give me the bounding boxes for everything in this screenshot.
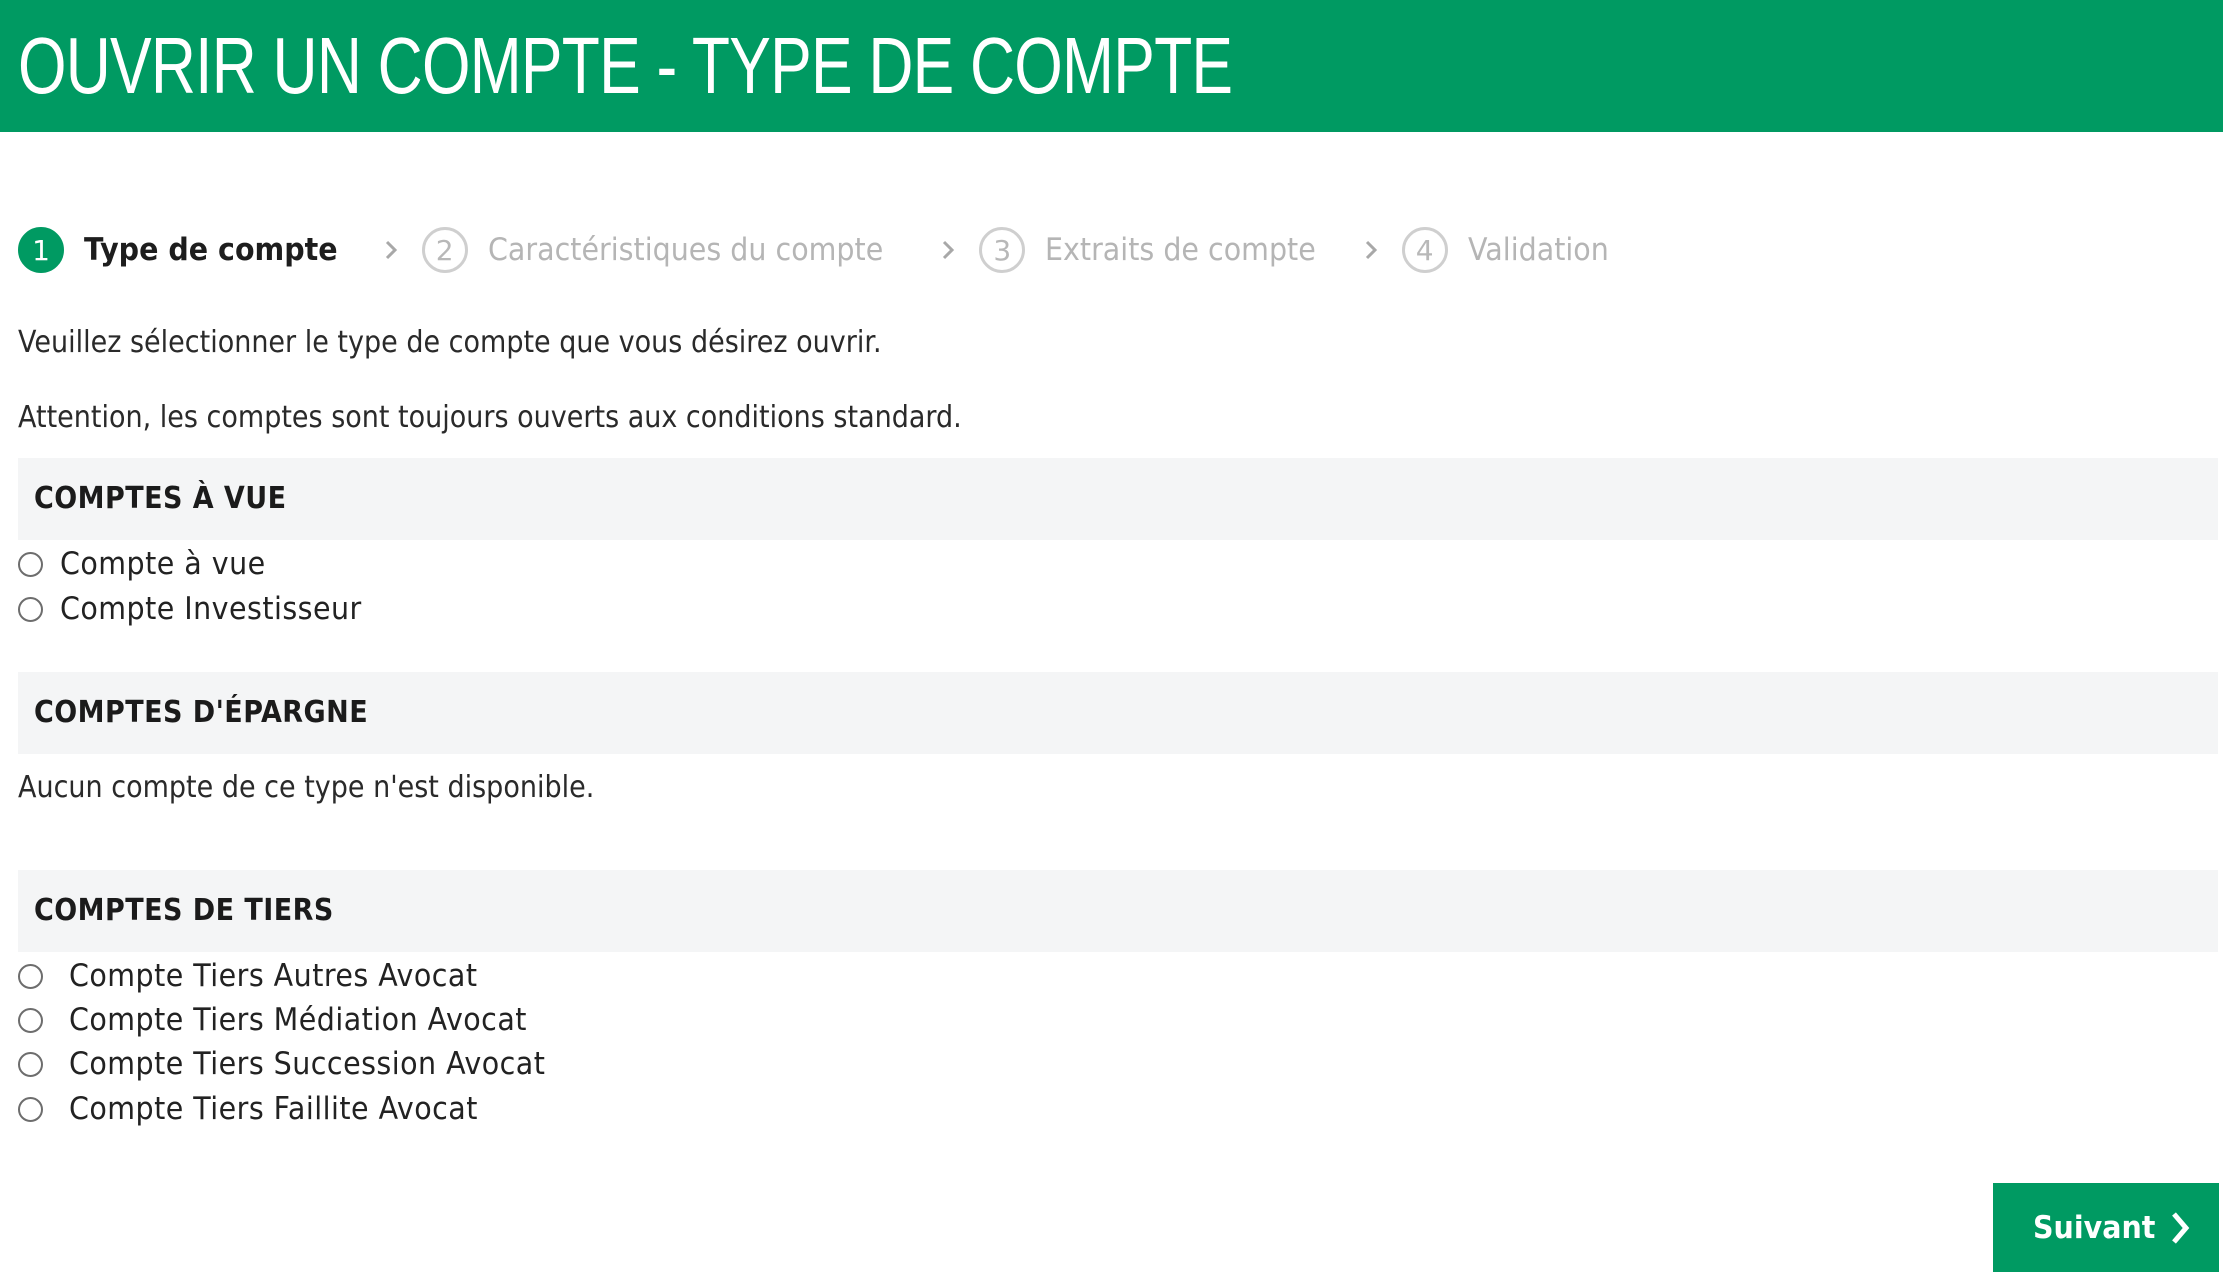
option-compte-tiers-mediation[interactable]	[18, 998, 567, 1042]
intro-text: Veuillez sélectionner le type de compte que vous désirez ouvrir.	[18, 325, 882, 360]
radio-button[interactable]	[18, 552, 43, 577]
section-title: COMPTES À VUE	[34, 481, 287, 516]
chevron-right-icon	[1348, 239, 1394, 261]
step-1-label: Type de compte	[84, 232, 338, 268]
page-header	[0, 0, 2223, 132]
option-compte-a-vue[interactable]	[18, 542, 283, 586]
option-compte-tiers-autres[interactable]	[18, 954, 513, 998]
step-2-label: Caractéristiques du compte	[487, 232, 883, 268]
page-title: OUVRIR UN COMPTE - TYPE DE COMPTE	[18, 21, 1233, 110]
step-3-number: 3	[979, 227, 1025, 273]
option-compte-tiers-succession[interactable]	[18, 1042, 587, 1086]
empty-message: Aucun compte de ce type n'est disponible.	[18, 770, 595, 805]
step-4-number: 4	[1402, 227, 1448, 273]
radio-button[interactable]	[18, 1052, 43, 1077]
option-label: Compte Investisseur	[60, 591, 362, 627]
warning-text: Attention, les comptes sont toujours ouverts aux conditions standard.	[18, 400, 962, 435]
step-1-number: 1	[18, 227, 64, 273]
option-label: Compte Tiers Succession Avocat	[69, 1046, 546, 1082]
progress-stepper	[18, 222, 1621, 278]
section-title: COMPTES DE TIERS	[34, 893, 334, 928]
chevron-right-icon	[368, 239, 414, 261]
section-header-comptes-a-vue	[18, 458, 2218, 540]
option-compte-investisseur[interactable]	[18, 587, 388, 631]
next-button[interactable]	[1993, 1183, 2219, 1272]
radio-button[interactable]	[18, 964, 43, 989]
radio-button[interactable]	[18, 1008, 43, 1033]
next-button-label: Suivant	[2033, 1209, 2156, 1246]
step-4-label: Validation	[1467, 232, 1609, 268]
option-label: Compte Tiers Faillite Avocat	[69, 1091, 478, 1127]
chevron-right-icon	[2169, 1210, 2191, 1246]
radio-button[interactable]	[18, 1097, 43, 1122]
option-label: Compte Tiers Médiation Avocat	[69, 1002, 527, 1038]
option-label: Compte à vue	[60, 546, 266, 582]
step-3-label: Extraits de compte	[1045, 232, 1317, 268]
section-title: COMPTES D'ÉPARGNE	[34, 695, 369, 730]
option-label: Compte Tiers Autres Avocat	[69, 958, 478, 994]
section-header-comptes-de-tiers	[18, 870, 2218, 952]
step-2-number: 2	[422, 227, 468, 273]
section-header-comptes-epargne	[18, 672, 2218, 754]
chevron-right-icon	[925, 239, 971, 261]
option-compte-tiers-faillite[interactable]	[18, 1087, 513, 1131]
radio-button[interactable]	[18, 597, 43, 622]
